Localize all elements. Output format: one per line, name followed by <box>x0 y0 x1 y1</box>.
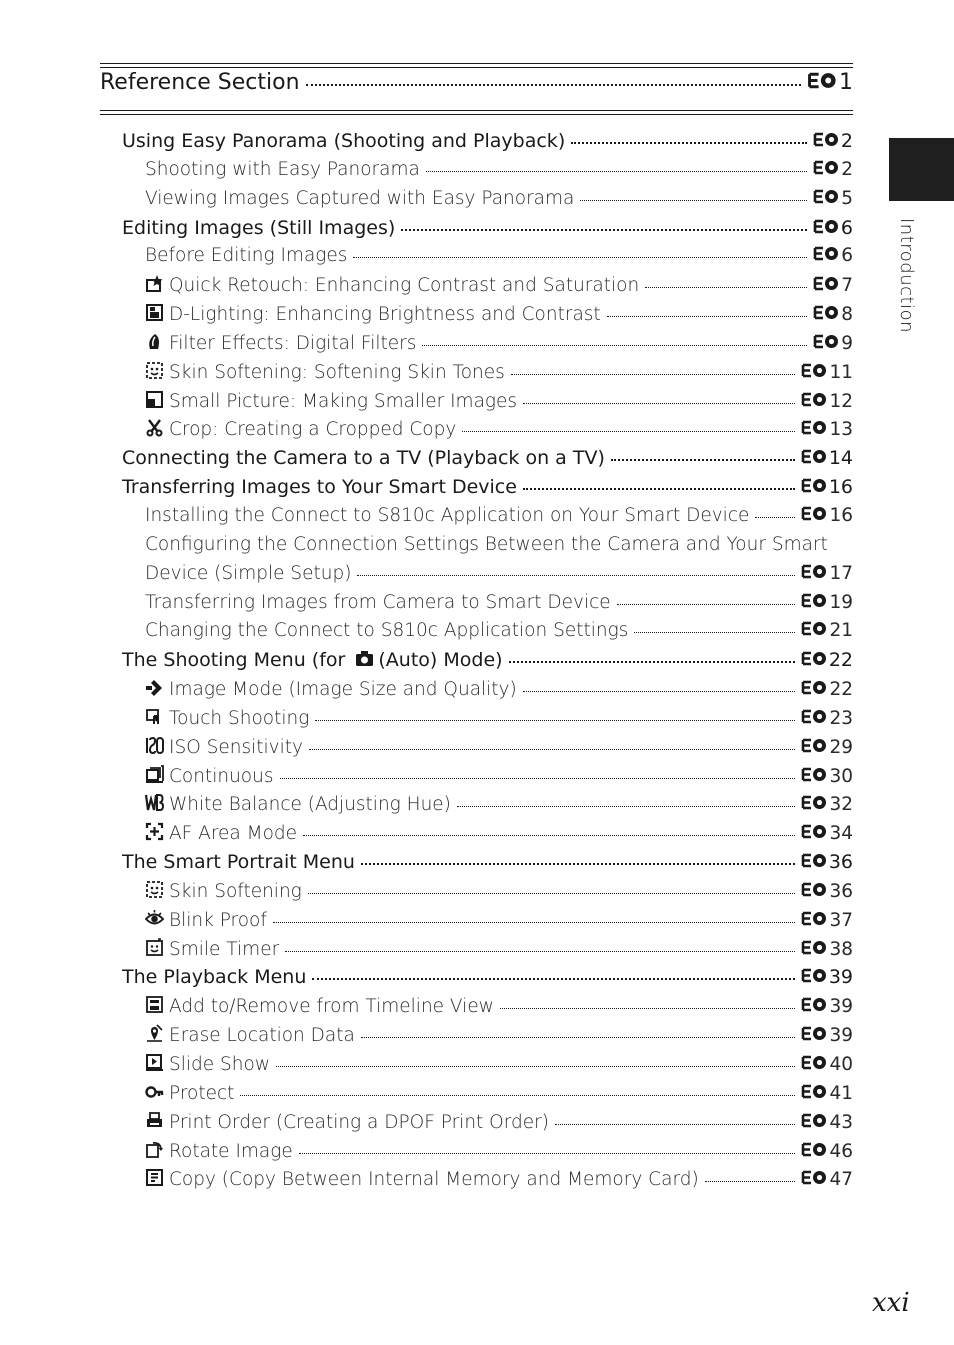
section-tab <box>889 138 954 201</box>
entry-title-text: Rotate Image <box>169 1140 293 1162</box>
entry-title-text: Transferring Images from Camera to Smart Device <box>145 591 611 613</box>
reference-e-icon <box>801 997 827 1012</box>
entry-title <box>145 1140 293 1162</box>
toc-subentry[interactable] <box>122 1053 853 1082</box>
print-order-icon <box>145 1111 164 1130</box>
leader-dots <box>426 170 807 172</box>
leader-dots <box>462 430 795 432</box>
entry-title <box>145 274 639 296</box>
entry-title-text: White Balance (Adjusting Hue) <box>169 794 451 816</box>
toc-entry[interactable] <box>122 966 853 995</box>
page-ref <box>801 476 853 498</box>
page-ref <box>813 304 853 325</box>
crop-icon <box>145 418 164 437</box>
entry-title-text: Crop: Creating a Cropped Copy <box>169 419 457 441</box>
section-rule-2 <box>100 114 853 115</box>
page-ref <box>801 1025 853 1046</box>
entry-title-text: AF Area Mode <box>169 823 298 845</box>
page-number-ref: 11 <box>829 361 853 383</box>
reference-e-icon <box>813 276 839 291</box>
entry-title <box>145 909 267 931</box>
entry-title-text: Skin Softening: Softening Skin Tones <box>169 361 505 383</box>
entry-title <box>145 303 601 325</box>
blink-proof-icon <box>145 909 164 928</box>
entry-title-text: Erase Location Data <box>169 1025 355 1047</box>
page-number-ref: 39 <box>829 1025 853 1047</box>
toc-subentry[interactable] <box>122 505 853 534</box>
leader-dots <box>312 977 794 980</box>
leader-dots <box>755 516 795 518</box>
page-number-ref: 43 <box>829 1111 853 1133</box>
entry-title-text: Changing the Connect to S810c Application Settings <box>145 620 629 642</box>
page-number-ref: 12 <box>829 390 853 412</box>
page-number-ref: 5 <box>841 187 853 209</box>
leader-dots <box>634 631 795 633</box>
white-balance-icon <box>145 793 164 812</box>
entry-title-text: Installing the Connect to S810c Application on Your Smart Device <box>145 504 750 526</box>
reference-e-icon <box>801 1113 827 1128</box>
entry-title-text: Before Editing Images <box>145 245 348 267</box>
toc-subentry[interactable] <box>122 303 853 332</box>
entry-title <box>122 476 517 498</box>
entry-title-text: Print Order (Creating a DPOF Print Order) <box>169 1111 549 1133</box>
page-ref <box>801 766 853 787</box>
entry-title <box>145 505 749 526</box>
page-number-ref: 6 <box>841 245 853 267</box>
toc-subentry[interactable] <box>122 592 853 621</box>
page-ref <box>801 1141 853 1162</box>
toc-subentry[interactable] <box>122 245 853 274</box>
reference-e-icon <box>801 1026 827 1041</box>
entry-title-text: Skin Softening <box>169 880 302 902</box>
leader-dots <box>422 344 807 346</box>
page-number-ref: 1 <box>839 70 853 95</box>
toc-subentry[interactable] <box>122 418 853 447</box>
toc-subentry[interactable] <box>122 1168 853 1197</box>
leader-dots <box>361 862 795 865</box>
page-number-ref: 34 <box>829 823 853 845</box>
quick-retouch-icon <box>145 274 164 293</box>
entry-title <box>145 159 420 180</box>
reference-e-icon <box>801 795 827 810</box>
page-ref <box>801 1112 853 1133</box>
leader-dots <box>309 748 795 750</box>
section-heading[interactable] <box>100 70 853 104</box>
reference-e-icon <box>807 72 837 89</box>
page-number-ref: 9 <box>841 332 853 354</box>
entry-title-text: Configuring the Connection Settings Between the Camera and Your Smart <box>145 533 828 555</box>
section-title: Reference Section <box>100 70 300 95</box>
entry-title-text: Continuous <box>169 765 274 787</box>
entry-title <box>145 1082 234 1104</box>
entry-title-text: Add to/Remove from Timeline View <box>169 996 494 1018</box>
entry-title-after: (Auto) Mode) <box>378 649 503 672</box>
leader-dots <box>523 487 795 490</box>
toc-subentry[interactable] <box>122 361 853 390</box>
page-ref <box>801 620 853 641</box>
page-number-ref: 16 <box>828 476 853 499</box>
entry-title-text: ISO Sensitivity <box>169 736 303 758</box>
page-ref <box>813 130 853 152</box>
entry-title <box>145 1024 355 1046</box>
leader-dots <box>315 719 795 721</box>
toc-entry[interactable] <box>122 649 853 678</box>
page-ref <box>801 881 853 902</box>
reference-e-icon <box>801 593 827 608</box>
entry-title <box>145 332 416 354</box>
d-lighting-icon <box>145 303 164 322</box>
entry-title-text: Connecting the Camera to a TV (Playback on a TV) <box>122 447 605 470</box>
page-number-ref: 2 <box>840 130 853 152</box>
page-number-ref: 17 <box>829 562 853 584</box>
toc-subentry[interactable] <box>122 1024 853 1053</box>
page-number-ref: 41 <box>829 1082 853 1104</box>
camera-icon <box>355 649 374 668</box>
page-ref <box>801 592 853 613</box>
leader-dots <box>276 1065 796 1067</box>
table-of-contents <box>122 130 853 1197</box>
page-ref <box>801 505 853 526</box>
leader-dots <box>303 834 795 836</box>
page-ref <box>813 245 853 266</box>
timeline-icon <box>145 995 164 1014</box>
entry-title <box>145 620 628 641</box>
slide-show-icon <box>145 1053 164 1072</box>
reference-e-icon <box>801 680 827 695</box>
entry-title <box>122 851 355 873</box>
entry-title <box>145 822 297 844</box>
page-number-ref: 19 <box>829 591 853 613</box>
toc-subentry[interactable] <box>122 736 853 765</box>
page-ref <box>801 362 853 383</box>
entry-title-text: Smile Timer <box>169 938 280 960</box>
continuous-icon <box>145 765 164 784</box>
entry-title <box>145 707 309 729</box>
page-number-ref: 13 <box>829 419 853 441</box>
page-ref <box>813 217 853 239</box>
entry-title-text: Filter Effects: Digital Filters <box>169 332 417 354</box>
page-number-ref: 36 <box>828 851 853 874</box>
entry-title <box>145 938 279 960</box>
toc-entry[interactable] <box>122 851 853 880</box>
entry-title <box>145 592 611 613</box>
entry-title-text: Copy (Copy Between Internal Memory and Memory Card) <box>169 1169 699 1191</box>
leader-dots <box>580 199 807 201</box>
page-ref <box>801 939 853 960</box>
entry-title <box>122 130 565 152</box>
leader-dots <box>523 402 795 404</box>
page-ref <box>801 966 853 988</box>
entry-title <box>145 765 274 787</box>
reference-e-icon <box>801 651 827 666</box>
reference-e-icon <box>801 449 827 464</box>
reference-e-icon <box>801 1142 827 1157</box>
page-ref <box>801 419 853 440</box>
entry-title <box>145 678 517 700</box>
entry-title <box>145 418 456 440</box>
af-area-icon <box>145 822 164 841</box>
entry-title-text: Slide Show <box>169 1054 270 1075</box>
reference-e-icon <box>801 767 827 782</box>
reference-e-icon <box>801 363 827 378</box>
reference-e-icon <box>801 392 827 407</box>
page-ref <box>801 563 853 584</box>
toc-subentry[interactable] <box>122 1140 853 1169</box>
entry-title <box>145 534 828 555</box>
toc-entry[interactable] <box>122 476 853 505</box>
toc-subentry[interactable] <box>122 938 853 967</box>
leader-dots <box>401 228 807 231</box>
page-number-ref: 36 <box>829 880 853 902</box>
entry-title-text: Shooting with Easy Panorama <box>145 158 420 180</box>
page-number-ref: 30 <box>829 765 853 787</box>
page-number-ref: 14 <box>828 447 853 470</box>
leader-dots <box>705 1180 796 1182</box>
page-ref <box>807 70 853 95</box>
reference-e-icon <box>801 940 827 955</box>
entry-title-text: Using Easy Panorama (Shooting and Playback) <box>122 130 566 152</box>
copy-icon <box>145 1168 164 1187</box>
toc-subentry[interactable] <box>122 707 853 736</box>
toc-subentry[interactable] <box>122 995 853 1024</box>
page-number-ref: 39 <box>829 996 853 1018</box>
leader-dots <box>555 1123 795 1125</box>
page-number-ref: 16 <box>829 504 853 526</box>
entry-title-text: The Shooting Menu (for <box>122 649 346 672</box>
toc-subentry[interactable] <box>122 274 853 303</box>
smile-timer-icon <box>145 938 164 957</box>
reference-e-icon <box>813 305 839 320</box>
entry-title-text: Viewing Images Captured with Easy Panorama <box>145 187 575 209</box>
reference-e-icon <box>801 853 827 868</box>
toc-subentry[interactable] <box>122 188 853 217</box>
entry-title <box>145 793 451 815</box>
leader-dots <box>500 1007 796 1009</box>
reference-e-icon <box>801 478 827 493</box>
toc-subentry[interactable] <box>122 909 853 938</box>
entry-title <box>122 966 306 988</box>
toc-subentry[interactable] <box>122 390 853 419</box>
leader-dots <box>511 373 796 375</box>
toc-subentry[interactable] <box>122 159 853 188</box>
page-number-ref: 37 <box>829 909 853 931</box>
rotate-image-icon <box>145 1140 164 1159</box>
reference-e-icon <box>813 160 839 175</box>
entry-title-text: Device (Simple Setup) <box>145 562 352 584</box>
reference-e-icon <box>801 738 827 753</box>
page-number-ref: 38 <box>829 938 853 960</box>
leader-dots <box>523 690 796 692</box>
reference-e-icon <box>801 824 827 839</box>
entry-title-text: Touch Shooting <box>169 707 310 729</box>
leader-dots <box>571 141 807 144</box>
entry-title-text: Small Picture: Making Smaller Images <box>169 390 518 412</box>
page-ref <box>801 447 853 469</box>
toc-subentry[interactable] <box>122 765 853 794</box>
toc-subentry[interactable] <box>122 534 853 563</box>
page-number-ref: 22 <box>829 679 853 701</box>
toc-entry[interactable] <box>122 130 853 159</box>
leader-dots <box>357 574 795 576</box>
entry-title <box>145 880 302 902</box>
image-mode-icon <box>145 678 164 697</box>
reference-e-icon <box>813 189 839 204</box>
toc-subentry[interactable] <box>122 793 853 822</box>
reference-e-icon <box>813 132 839 147</box>
reference-e-icon <box>801 1084 827 1099</box>
top-rule-2 <box>100 67 853 68</box>
page-number-ref: 39 <box>828 966 853 989</box>
side-tab-label: Introduction <box>896 218 917 334</box>
toc-entry[interactable] <box>122 447 853 476</box>
leader-dots <box>457 805 796 807</box>
skin-softening-icon <box>145 361 164 380</box>
entry-title <box>145 995 494 1017</box>
leader-dots <box>617 603 796 605</box>
page-ref <box>801 1083 853 1104</box>
filter-effects-icon <box>145 332 164 351</box>
page-ref <box>801 851 853 873</box>
entry-title-text: Blink Proof <box>169 909 267 931</box>
page-ref <box>813 188 853 209</box>
entry-title-text: Protect <box>169 1082 235 1104</box>
reference-e-icon <box>801 968 827 983</box>
page-number-ref: 47 <box>829 1169 853 1191</box>
page-number-ref: 7 <box>841 275 853 297</box>
page-number-ref: 23 <box>829 707 853 729</box>
page-number-ref: 21 <box>829 620 853 642</box>
page-ref <box>801 391 853 412</box>
leader-dots <box>645 286 807 288</box>
entry-title <box>145 1168 699 1190</box>
reference-e-icon <box>813 219 839 234</box>
leader-dots <box>611 458 795 461</box>
reference-e-icon <box>801 911 827 926</box>
page-number-ref: 32 <box>829 794 853 816</box>
reference-e-icon <box>813 334 839 349</box>
skin-softening-icon <box>145 880 164 899</box>
page-ref <box>801 737 853 758</box>
leader-dots <box>353 256 807 258</box>
reference-e-icon <box>801 1170 827 1185</box>
page-ref <box>813 275 853 296</box>
entry-title <box>122 649 503 671</box>
page-folio: xxi <box>872 1288 910 1318</box>
page-ref <box>801 708 853 729</box>
entry-title-text: Image Mode (Image Size and Quality) <box>169 679 517 701</box>
page-ref <box>801 823 853 844</box>
page-ref <box>813 333 853 354</box>
leader-dots <box>509 660 795 663</box>
top-rule-1 <box>100 63 853 64</box>
toc-subentry[interactable] <box>122 563 853 592</box>
toc-subentry[interactable] <box>122 678 853 707</box>
entry-title-text: Quick Retouch: Enhancing Contrast and Saturation <box>169 275 640 297</box>
leader-dots <box>273 921 796 923</box>
small-picture-icon <box>145 390 164 409</box>
entry-title <box>145 361 505 383</box>
leader-dots <box>280 777 796 779</box>
page-number-ref: 2 <box>841 158 853 180</box>
page-number-ref: 22 <box>828 649 853 672</box>
page-number-ref: 6 <box>840 216 853 239</box>
entry-title <box>145 1053 270 1075</box>
entry-title-text: Transferring Images to Your Smart Device <box>122 476 517 499</box>
toc-subentry[interactable] <box>122 880 853 909</box>
page-ref <box>813 159 853 180</box>
leader-dots <box>361 1036 796 1038</box>
section-rule-1 <box>100 110 853 111</box>
page-number-ref: 46 <box>829 1140 853 1162</box>
page-ref <box>801 910 853 931</box>
leader-dots <box>308 892 796 894</box>
entry-title <box>122 217 395 239</box>
entry-title <box>145 390 517 412</box>
reference-e-icon <box>801 564 827 579</box>
leader-dots <box>299 1152 796 1154</box>
page-ref <box>801 649 853 671</box>
entry-title-text: Editing Images (Still Images) <box>122 216 396 239</box>
reference-e-icon <box>801 882 827 897</box>
toc-subentry[interactable] <box>122 1082 853 1111</box>
entry-title <box>145 188 574 209</box>
page-ref <box>801 794 853 815</box>
reference-e-icon <box>801 506 827 521</box>
page-ref <box>801 1169 853 1190</box>
page-number-ref: 8 <box>841 304 853 326</box>
toc-subentry[interactable] <box>122 620 853 649</box>
reference-e-icon <box>801 420 827 435</box>
iso-icon <box>145 736 164 755</box>
touch-shooting-icon <box>145 707 164 726</box>
page-number-ref: 40 <box>829 1054 853 1075</box>
page-number-ref: 29 <box>829 736 853 758</box>
erase-location-icon <box>145 1024 164 1043</box>
reference-e-icon <box>801 1055 827 1070</box>
toc-subentry[interactable] <box>122 1111 853 1140</box>
reference-e-icon <box>801 709 827 724</box>
entry-title-text: The Smart Portrait Menu <box>122 851 355 874</box>
entry-title <box>122 447 605 469</box>
leader-dots <box>240 1094 795 1096</box>
entry-title <box>145 563 351 584</box>
entry-title <box>145 1111 549 1133</box>
toc-subentry[interactable] <box>122 822 853 851</box>
leader-dots <box>306 83 801 86</box>
protect-icon <box>145 1082 164 1101</box>
page-ref <box>801 996 853 1017</box>
leader-dots <box>607 315 808 317</box>
leader-dots <box>285 950 795 952</box>
toc-entry[interactable] <box>122 217 853 246</box>
entry-title <box>145 245 347 266</box>
toc-subentry[interactable] <box>122 332 853 361</box>
reference-e-icon <box>813 246 839 261</box>
entry-title-text: The Playback Menu <box>122 966 307 989</box>
entry-title-text: D-Lighting: Enhancing Brightness and Contrast <box>169 304 601 326</box>
reference-e-icon <box>801 621 827 636</box>
page-ref <box>801 679 853 700</box>
page-ref <box>801 1054 853 1075</box>
entry-title <box>145 736 303 758</box>
